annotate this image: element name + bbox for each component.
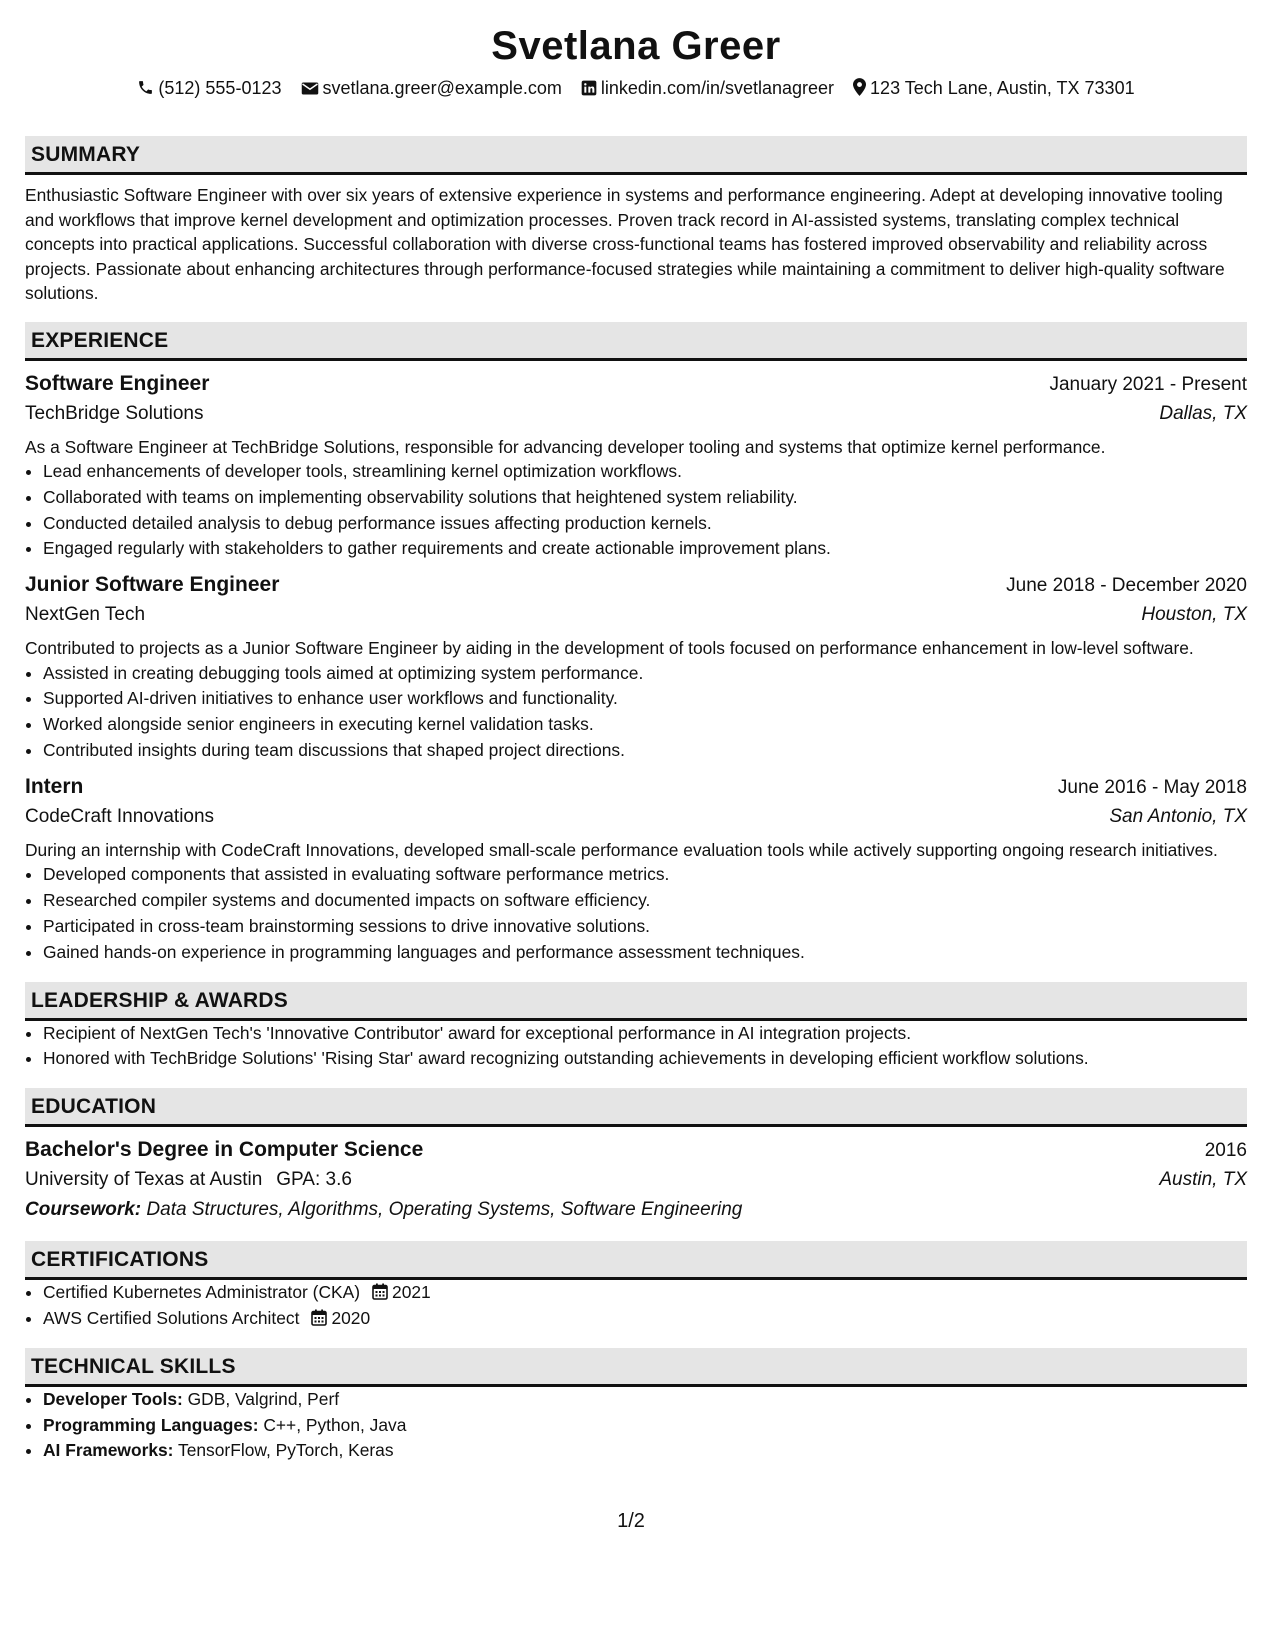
list-item: • Lead enhancements of developer tools, streamlining kernel optimization workflows.	[43, 459, 1247, 485]
list-item	[43, 1280, 1247, 1306]
linkedin-icon	[581, 80, 597, 96]
contact-phone	[137, 74, 281, 102]
cert-name: AWS Certified Solutions Architect	[43, 1307, 300, 1328]
list-item: • Researched compiler systems and documented impacts on software efficiency.	[43, 888, 1247, 914]
section-heading-experience: EXPERIENCE	[25, 322, 1247, 361]
awards-list	[25, 1021, 1247, 1073]
list-item: • Assisted in creating debugging tools aimed at optimizing system performance.	[43, 661, 1247, 687]
experience-entry	[25, 369, 1247, 563]
address-text: 123 Tech Lane, Austin, TX 73301	[870, 78, 1135, 98]
list-item: • Recipient of NextGen Tech's 'Innovative Contributor' award for exceptional performance in AI integration projects.	[43, 1021, 1247, 1047]
job-dates: June 2018 - December 2020	[1006, 575, 1247, 597]
degree-title: Bachelor's Degree in Computer Science	[25, 1138, 424, 1162]
job-title: Software Engineer	[25, 371, 210, 395]
calendar-icon	[311, 1309, 327, 1326]
education-entry	[25, 1135, 1247, 1225]
contact-linkedin[interactable]	[581, 74, 834, 102]
section-heading-awards: LEADERSHIP & AWARDS	[25, 982, 1247, 1021]
list-item: • Gained hands-on experience in programming languages and performance assessment techniques.	[43, 940, 1247, 966]
calendar-icon	[372, 1283, 388, 1300]
job-company: TechBridge Solutions	[25, 402, 204, 424]
job-dates: January 2021 - Present	[1049, 373, 1247, 395]
list-item	[43, 1413, 1247, 1439]
job-bullets	[25, 661, 1247, 764]
gpa-value: GPA: 3.6	[276, 1169, 352, 1191]
job-dates: June 2016 - May 2018	[1057, 776, 1247, 798]
list-item: • Collaborated with teams on implementing observability solutions that heightened system reliability.	[43, 485, 1247, 511]
job-title: Intern	[25, 774, 84, 798]
school-name: University of Texas at Austin	[25, 1169, 263, 1191]
list-item: • Developed components that assisted in evaluating software performance metrics.	[43, 862, 1247, 888]
skill-label: AI Frameworks:	[43, 1440, 174, 1461]
cert-name: Certified Kubernetes Administrator (CKA)	[43, 1282, 361, 1303]
job-bullets	[25, 459, 1247, 562]
skill-label: Programming Languages:	[43, 1414, 259, 1435]
list-item	[43, 1438, 1247, 1464]
list-item: • Contributed insights during team discussions that shaped project directions.	[43, 738, 1247, 764]
section-heading-summary: SUMMARY	[25, 136, 1247, 175]
coursework-text: Data Structures, Algorithms, Operating Systems, Software Engineering	[146, 1199, 743, 1221]
contact-address	[853, 74, 1135, 102]
contact-email[interactable]	[301, 74, 562, 102]
page-number: 1/2	[617, 1510, 645, 1532]
job-description: As a Software Engineer at TechBridge Solutions, responsible for advancing developer tooling and systems that optimize kernel performance.	[25, 436, 1106, 457]
certifications-list	[25, 1280, 1247, 1332]
email-text: svetlana.greer@example.com	[322, 78, 562, 98]
school-location: Austin, TX	[1159, 1169, 1247, 1191]
resume-page	[25, 18, 1247, 1532]
job-company: NextGen Tech	[25, 604, 146, 626]
envelope-icon	[301, 81, 319, 96]
job-location: Dallas, TX	[1159, 402, 1247, 424]
experience-entry	[25, 772, 1247, 966]
phone-text: (512) 555-0123	[158, 78, 282, 98]
map-pin-icon	[853, 78, 866, 96]
candidate-name: Svetlana Greer	[491, 24, 781, 68]
list-item: • Honored with TechBridge Solutions' 'Rising Star' award recognizing outstanding achievements in developing efficient workflow solutions.	[43, 1046, 1247, 1072]
section-heading-education: EDUCATION	[25, 1088, 1247, 1127]
skill-value: C++, Python, Java	[263, 1414, 407, 1435]
skill-label: Developer Tools:	[43, 1388, 183, 1409]
section-heading-certifications: CERTIFICATIONS	[25, 1241, 1247, 1280]
graduation-year: 2016	[1204, 1140, 1247, 1162]
list-item: • Worked alongside senior engineers in executing kernel validation tasks.	[43, 712, 1247, 738]
list-item	[43, 1387, 1247, 1413]
job-bullets	[25, 862, 1247, 965]
cert-year: 2020	[331, 1307, 371, 1328]
job-location: Houston, TX	[1141, 604, 1247, 626]
list-item: • Participated in cross-team brainstorming sessions to drive innovative solutions.	[43, 914, 1247, 940]
list-item: • Engaged regularly with stakeholders to gather requirements and create actionable improvement plans.	[43, 536, 1247, 562]
list-item	[43, 1306, 1247, 1332]
skill-value: TensorFlow, PyTorch, Keras	[178, 1440, 394, 1461]
skills-list	[25, 1387, 1247, 1464]
job-description: Contributed to projects as a Junior Software Engineer by aiding in the development of tools focused on performance enhancement in low-level software.	[25, 638, 1194, 659]
coursework-line	[25, 1195, 1247, 1225]
job-location: San Antonio, TX	[1109, 805, 1247, 827]
job-company: CodeCraft Innovations	[25, 805, 215, 827]
summary-text: Enthusiastic Software Engineer with over six years of extensive experience in systems and performance engineering. Adept at developing innovative tooling and workflows that improve kernel development and optimization processes. Proven track record in AI-assisted systems, translating complex technical concepts into practical applications. Successful collaboration with diverse cross-functional teams has fostered improved observability and reliability across projects. Passionate about enhancing architectures through performance-focused strategies while maintaining a commitment to deliver high-quality software solutions.	[25, 185, 1225, 303]
cert-year: 2021	[392, 1282, 431, 1303]
job-description: During an internship with CodeCraft Innovations, developed small-scale performance evaluation tools while actively supporting ongoing research initiatives.	[25, 839, 1218, 860]
section-heading-skills: TECHNICAL SKILLS	[25, 1348, 1247, 1387]
contact-line	[25, 74, 1247, 102]
coursework-label: Coursework:	[25, 1199, 142, 1221]
list-item: • Conducted detailed analysis to debug performance issues affecting production kernels.	[43, 511, 1247, 537]
phone-icon	[137, 79, 154, 96]
school-line	[25, 1165, 352, 1195]
job-title: Junior Software Engineer	[25, 573, 280, 597]
linkedin-text: linkedin.com/in/svetlanagreer	[600, 78, 835, 98]
experience-entry	[25, 570, 1247, 764]
list-item: • Supported AI-driven initiatives to enhance user workflows and functionality.	[43, 686, 1247, 712]
skill-value: GDB, Valgrind, Perf	[187, 1388, 340, 1409]
